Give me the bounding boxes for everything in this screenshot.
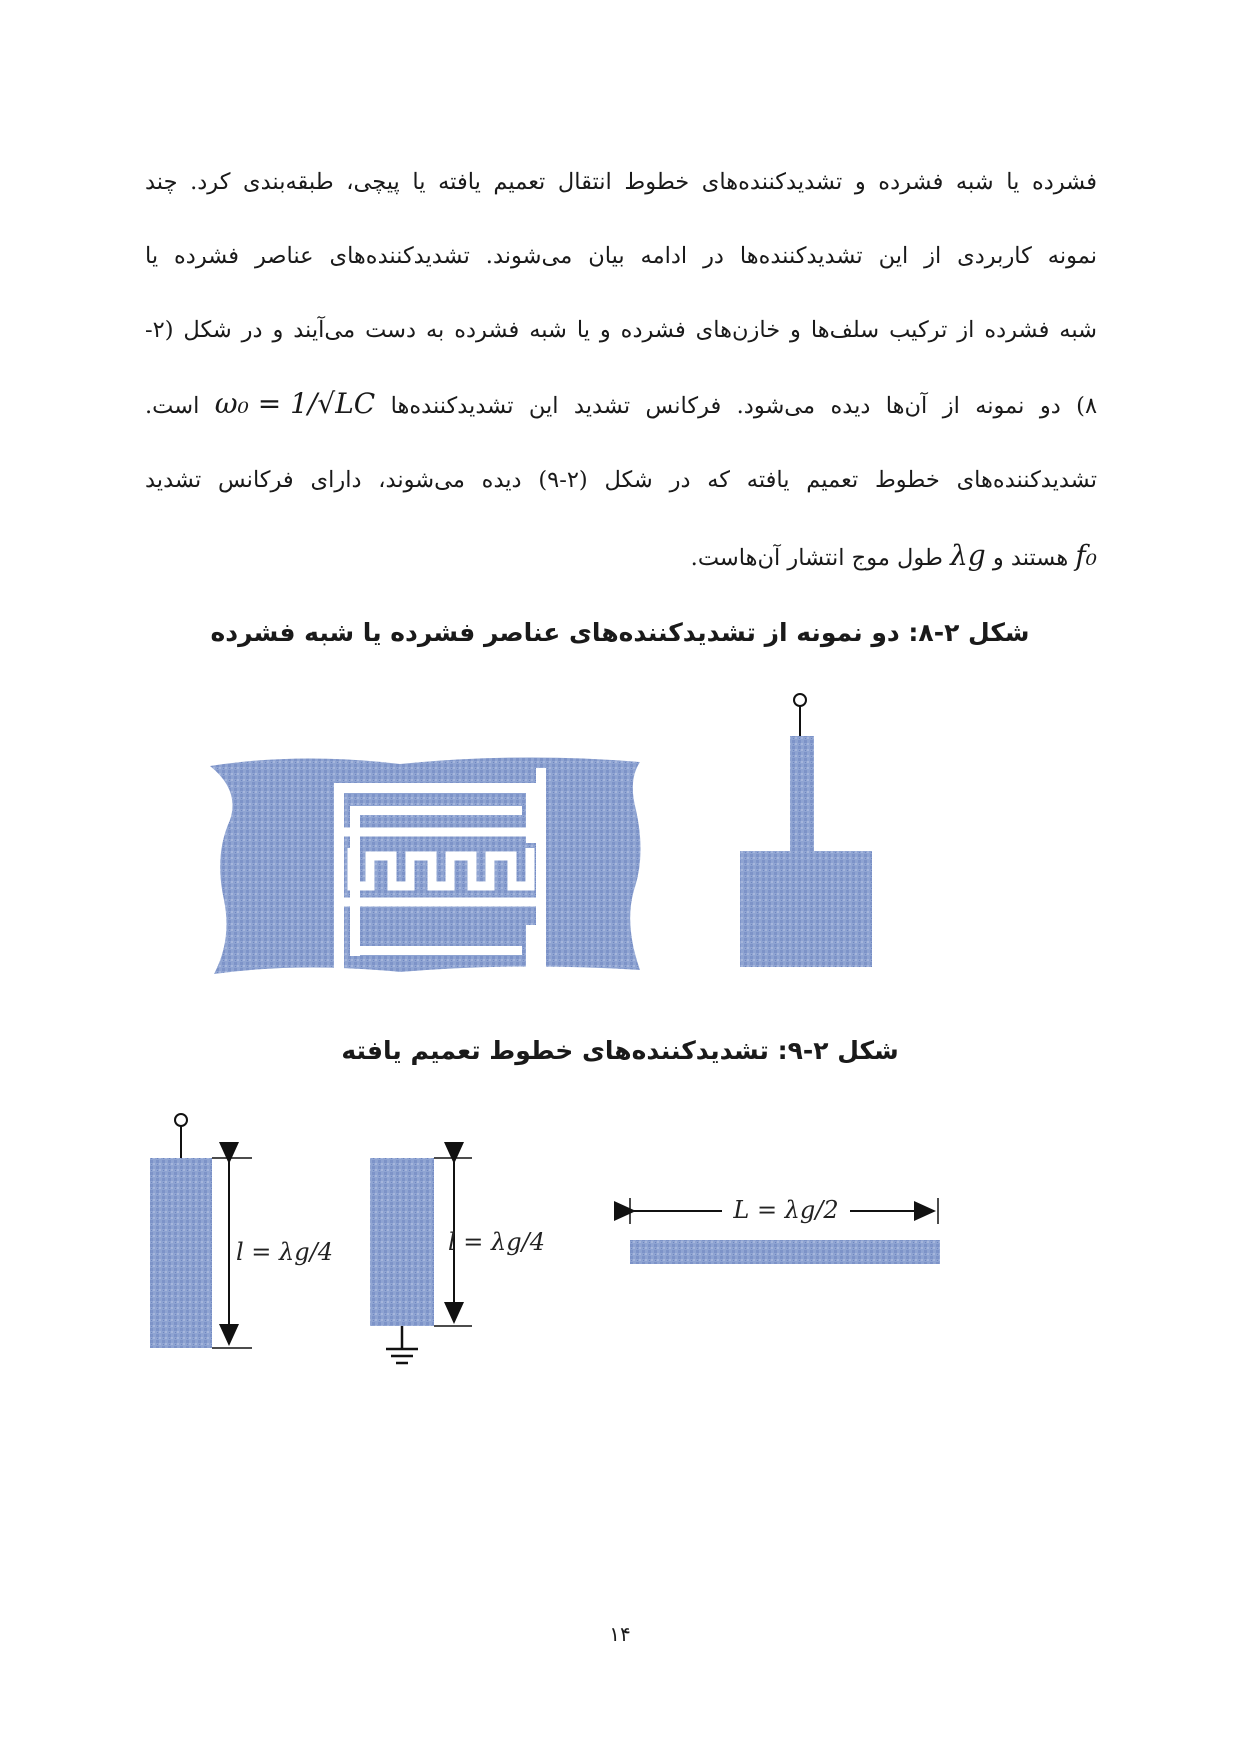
line-6-text-b: طول موج انتشار آن‌هاست. bbox=[690, 545, 943, 571]
open-stub-line bbox=[150, 1158, 212, 1348]
shorted-quarter-wave-resonator bbox=[370, 1158, 545, 1363]
paragraph-line-1: فشرده یا شبه فشرده و تشدیدکننده‌های خطوط انتقال تعمیم یافته یا پیچی، طبقه‌بندی کرد. چند bbox=[145, 169, 1097, 195]
paragraph-line-2: نمونه کاربردی از این تشدیدکننده‌ها در ادامه بیان می‌شوند. تشدیدکننده‌های عناصر فشرده یا bbox=[145, 243, 1097, 269]
half-wave-resonator bbox=[630, 1196, 940, 1264]
half-wave-length-label: L = λg/2 bbox=[733, 1196, 839, 1224]
figure-8-lumped-resonators bbox=[0, 680, 1240, 1000]
open-quarter-wave-resonator bbox=[150, 1114, 333, 1348]
stub-line bbox=[790, 736, 814, 851]
shorted-stub-length-label: l = λg/4 bbox=[448, 1228, 545, 1256]
paragraph-line-5: تشدیدکننده‌های خطوط تعمیم یافته که در شکل (۲-۹) دیده می‌شوند، دارای فرکانس تشدید bbox=[145, 467, 1098, 493]
symbol-f0: f₀ bbox=[1075, 539, 1097, 572]
interdigital-resonator bbox=[210, 757, 641, 986]
resonance-formula: ω₀ = 1/√LC bbox=[214, 387, 376, 420]
shorted-stub-line bbox=[370, 1158, 434, 1326]
open-stub-port-terminal bbox=[175, 1114, 187, 1126]
figure-9-transmission-line-resonators bbox=[0, 1100, 1240, 1400]
open-stub-length-label: l = λg/4 bbox=[236, 1238, 333, 1266]
feed-port-terminal bbox=[794, 694, 806, 706]
line-6-text-a: هستند و bbox=[992, 545, 1069, 571]
symbol-lambda-g: λg bbox=[950, 539, 986, 572]
line-4-text-before: ۸) دو نمونه از آن‌ها دیده می‌شود. فرکانس تشدید این تشدیدکننده‌ها bbox=[390, 393, 1098, 419]
half-wave-line bbox=[630, 1240, 940, 1264]
paragraph-line-4 bbox=[145, 384, 1097, 426]
paragraph-line-6 bbox=[145, 536, 1097, 578]
quasi-lumped-resonator bbox=[740, 694, 872, 967]
page-number: ۱۴ bbox=[609, 1622, 631, 1646]
ground-icon bbox=[386, 1326, 418, 1363]
line-4-text-after: است. bbox=[145, 393, 200, 419]
paragraph-line-3: شبه فشرده از ترکیب سلف‌ها و خازن‌های فشرده و یا شبه فشرده به دست می‌آیند و در شکل (۲- bbox=[145, 317, 1097, 343]
figure-8-caption: شکل ۲-۸: دو نمونه از تشدیدکننده‌های عناصر فشرده یا شبه فشرده bbox=[210, 618, 1030, 647]
figure-9-caption: شکل ۲-۹: تشدیدکننده‌های خطوط تعمیم یافته bbox=[341, 1036, 899, 1065]
patch-capacitor bbox=[740, 851, 872, 967]
